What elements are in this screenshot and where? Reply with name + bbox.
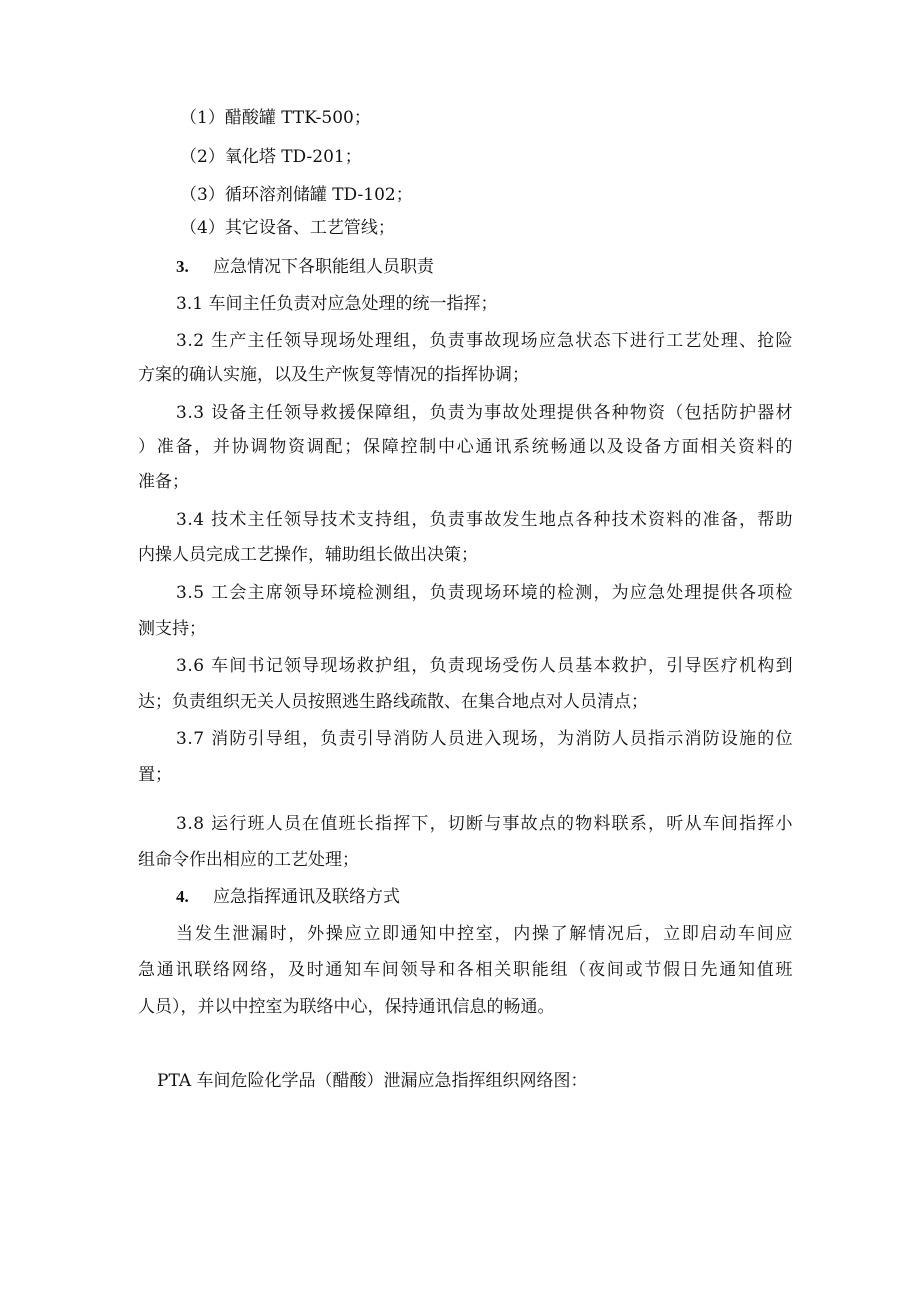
section-4-title: 应急指挥通讯及联络方式 [213, 887, 400, 907]
paragraph-3-2-line-1: 3.2 生产主任领导现场处理组，负责事故现场应急状态下进行工艺处理、抢险 [176, 331, 793, 351]
paragraph-3-8-line-1: 3.8 运行班人员在值班长指挥下，切断与事故点的物料联系，听从车间指挥小 [176, 814, 793, 834]
paragraph-3-7-line-2: 置； [138, 765, 172, 785]
paragraph-3-8-line-2: 组命令作出相应的工艺处理； [138, 850, 359, 870]
paragraph-3-3-line-2: ）准备，并协调物资调配；保障控制中心通讯系统畅通以及设备方面相关资料的 [138, 437, 793, 457]
paragraph-4-line-2: 急通讯联络网络，及时通知车间领导和各相关职能组（夜间或节假日先通知值班 [138, 960, 793, 980]
paragraph-3-7-line-1: 3.7 消防引导组，负责引导消防人员进入现场，为消防人员指示消防设施的位 [176, 729, 793, 749]
paragraph-4-line-3: 人员），并以中控室为联络中心，保持通讯信息的畅通。 [138, 997, 555, 1017]
diagram-caption: PTA 车间危险化学品（醋酸）泄漏应急指挥组织网络图： [157, 1071, 588, 1091]
list-item-1: （1）醋酸罐 TTK-500； [180, 108, 371, 128]
paragraph-3-6-line-1: 3.6 车间书记领导现场救护组，负责现场受伤人员基本救护，引导医疗机构到 [176, 656, 793, 676]
paragraph-3-3-line-3: 准备； [138, 472, 189, 492]
paragraph-3-1-line-1: 3.1 车间主任负责对应急处理的统一指挥； [176, 294, 498, 314]
paragraph-3-5-line-2: 测支持； [138, 619, 206, 639]
paragraph-3-4-line-1: 3.4 技术主任领导技术支持组，负责事故发生地点各种技术资料的准备，帮助 [176, 510, 793, 530]
list-item-3: （3）循环溶剂储罐 TD-102； [180, 185, 413, 205]
paragraph-3-2-line-2: 方案的确认实施，以及生产恢复等情况的指挥协调； [138, 365, 529, 385]
paragraph-3-5-line-1: 3.5 工会主席领导环境检测组，负责现场环境的检测，为应急处理提供各项检 [176, 583, 793, 603]
list-item-2: （2）氧化塔 TD-201； [180, 147, 362, 167]
paragraph-3-6-line-2: 达；负责组织无关人员按照逃生路线疏散、在集合地点对人员清点； [138, 692, 648, 712]
section-4-number: 4. [176, 887, 189, 906]
paragraph-4-line-1: 当发生泄漏时，外操应立即通知中控室，内操了解情况后，立即启动车间应 [176, 924, 793, 944]
list-item-4: （4）其它设备、工艺管线； [180, 218, 395, 238]
section-3-number: 3. [176, 257, 189, 276]
paragraph-3-3-line-1: 3.3 设备主任领导救援保障组，负责为事故处理提供各种物资（包括防护器材 [176, 403, 793, 423]
paragraph-3-4-line-2: 内操人员完成工艺操作，辅助组长做出决策； [138, 545, 478, 565]
section-3-title: 应急情况下各职能组人员职责 [213, 257, 434, 277]
